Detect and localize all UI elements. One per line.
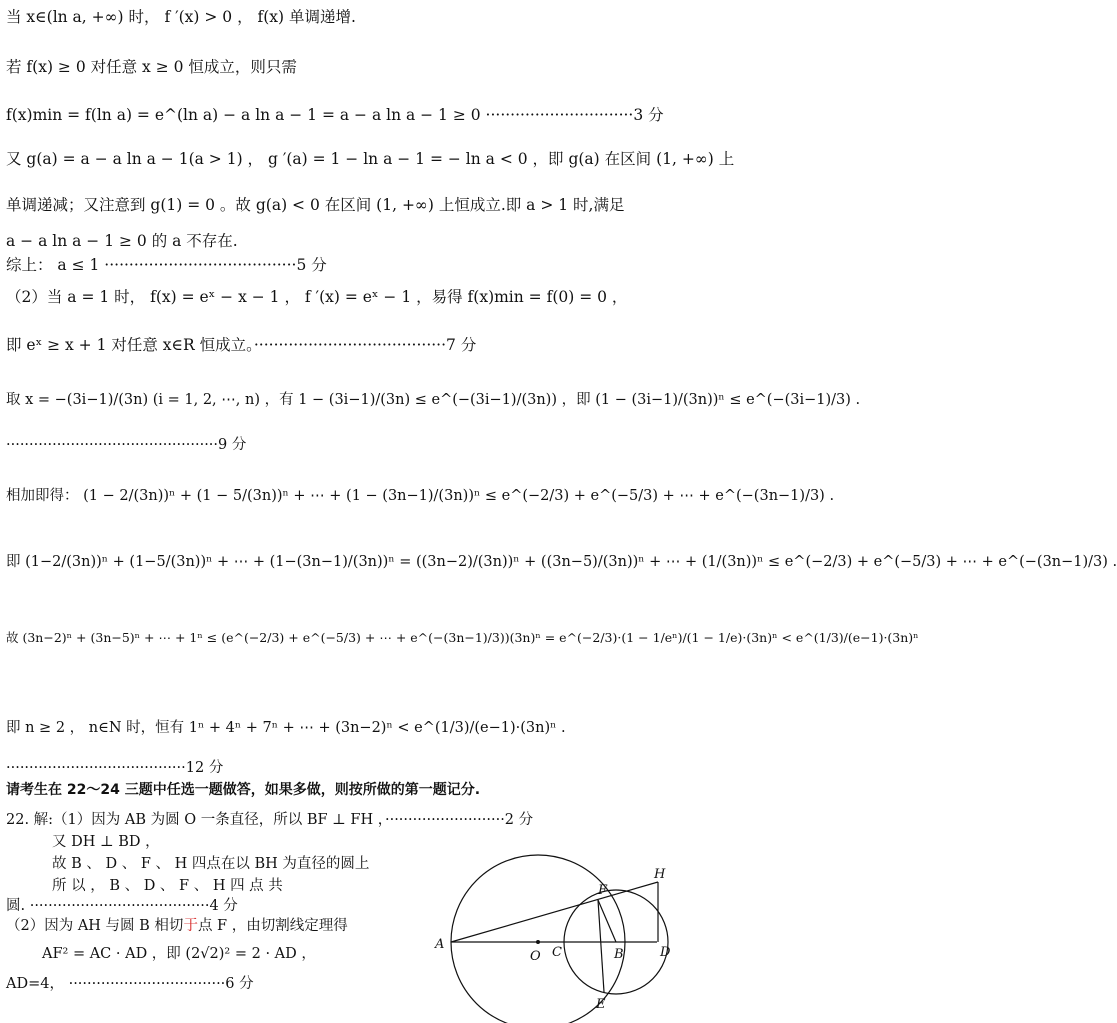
line-10: 取 x = −(3i−1)/(3n) (i = 1, 2, ⋯, n) ，有 1 − (3i−1)/(3n) ≤ e^(−(3i−1)/(3n)) ，即 (1 − (3i−1)/(3n))ⁿ ≤ e^(−(3i−1)/3) .	[6, 392, 861, 408]
line-13: 即 (1−2/(3n))ⁿ + (1−5/(3n))ⁿ + ⋯ + (1−(3n−1)/(3n))ⁿ = ((3n−2)/(3n))ⁿ + ((3n−5)/(3n))ⁿ + ⋯ + (1/(3n))ⁿ ≤ e^(−2/3) + e^(−5/3) + ⋯ + e^(−(3n−1)/3) .	[6, 554, 1117, 570]
line-6: a − a ln a − 1 ≥ 0 的 a 不存在.	[6, 232, 238, 250]
label-h: H	[654, 867, 666, 882]
line-8: （2）当 a = 1 时， f(x) = eˣ − x − 1 ， f ′(x) = eˣ − 1 ，易得 f(x)min = f(0) = 0 ，	[6, 288, 628, 306]
line-2: 若 f(x) ≥ 0 对任意 x ≥ 0 恒成立，则只需	[6, 58, 297, 76]
label-d: D	[660, 945, 671, 960]
line-23	[6, 918, 348, 935]
line-22: 圆. ·······································4 分	[6, 898, 238, 914]
line-1: 当 x∈(ln a, +∞) 时， f ′(x) > 0 ， f(x) 单调递增.	[6, 8, 356, 26]
line-25: AD=4， ··································6 分	[6, 976, 254, 992]
line-19: 又 DH ⊥ BD ，	[52, 834, 160, 850]
label-e: E	[596, 997, 606, 1012]
label-c: C	[552, 945, 562, 960]
line-20: 故 B 、 D 、 F 、 H 四点在以 BH 为直径的圆上	[52, 856, 370, 872]
line-23-part-b: 点 F ，由切割线定理得	[197, 918, 348, 934]
label-a: A	[435, 937, 445, 952]
line-fe	[598, 900, 604, 992]
line-11: ··············································9 分	[6, 437, 247, 453]
line-18: 22. 解:（1）因为 AB 为圆 O 一条直径，所以 BF ⊥ FH ，··························2 分	[6, 812, 534, 828]
line-3: f(x)min = f(ln a) = e^(ln a) − a ln a − 1 = a − a ln a − 1 ≥ 0 ······························3 分	[6, 106, 664, 124]
line-24: AF² = AC · AD ，即 (2√2)² = 2 · AD ，	[42, 946, 316, 962]
line-21: 所 以 ， B 、 D 、 F 、 H 四 点 共	[52, 878, 283, 894]
geometry-figure	[430, 856, 686, 1021]
line-7: 综上： a ≤ 1 ·······································5 分	[6, 256, 327, 274]
line-14: 故 (3n−2)ⁿ + (3n−5)ⁿ + ⋯ + 1ⁿ ≤ (e^(−2/3) + e^(−5/3) + ⋯ + e^(−(3n−1)/3))(3n)ⁿ = e^(−2/3)·(1 − 1/eⁿ)/(1 − 1/e)·(3n)ⁿ < e^(1/3)/(e−1)·(3n)ⁿ	[6, 630, 919, 645]
point-o	[536, 940, 540, 944]
line-5: 单调递减；又注意到 g(1) = 0 。故 g(a) < 0 在区间 (1, +∞) 上恒成立.即 a > 1 时,满足	[6, 196, 625, 214]
label-b: B	[614, 947, 624, 962]
line-12: 相加即得： (1 − 2/(3n))ⁿ + (1 − 5/(3n))ⁿ + ⋯ + (1 − (3n−1)/(3n))ⁿ ≤ e^(−2/3) + e^(−5/3) + ⋯ + e^(−(3n−1)/3) .	[6, 488, 835, 504]
line-17: 请考生在 22～24 三题中任选一题做答，如果多做，则按所做的第一题记分.	[6, 782, 481, 798]
label-o: O	[530, 949, 541, 964]
line-ah	[451, 882, 658, 942]
label-f: F	[598, 883, 608, 898]
line-15: 即 n ≥ 2 ， n∈N 时，恒有 1ⁿ + 4ⁿ + 7ⁿ + ⋯ + (3n−2)ⁿ < e^(1/3)/(e−1)·(3n)ⁿ .	[6, 720, 566, 736]
line-16: ·······································12 分	[6, 760, 224, 776]
line-4: 又 g(a) = a − a ln a − 1(a > 1) ， g ′(a) = 1 − ln a − 1 = − ln a < 0 ，即 g(a) 在区间 (1, +∞) 上	[6, 150, 735, 168]
line-9: 即 eˣ ≥ x + 1 对任意 x∈R 恒成立。·······································7 分	[6, 336, 477, 354]
line-23-part-a: （2）因为 AH 与圆 B 相切	[6, 918, 184, 934]
line-23-red-char: 于	[183, 918, 198, 934]
